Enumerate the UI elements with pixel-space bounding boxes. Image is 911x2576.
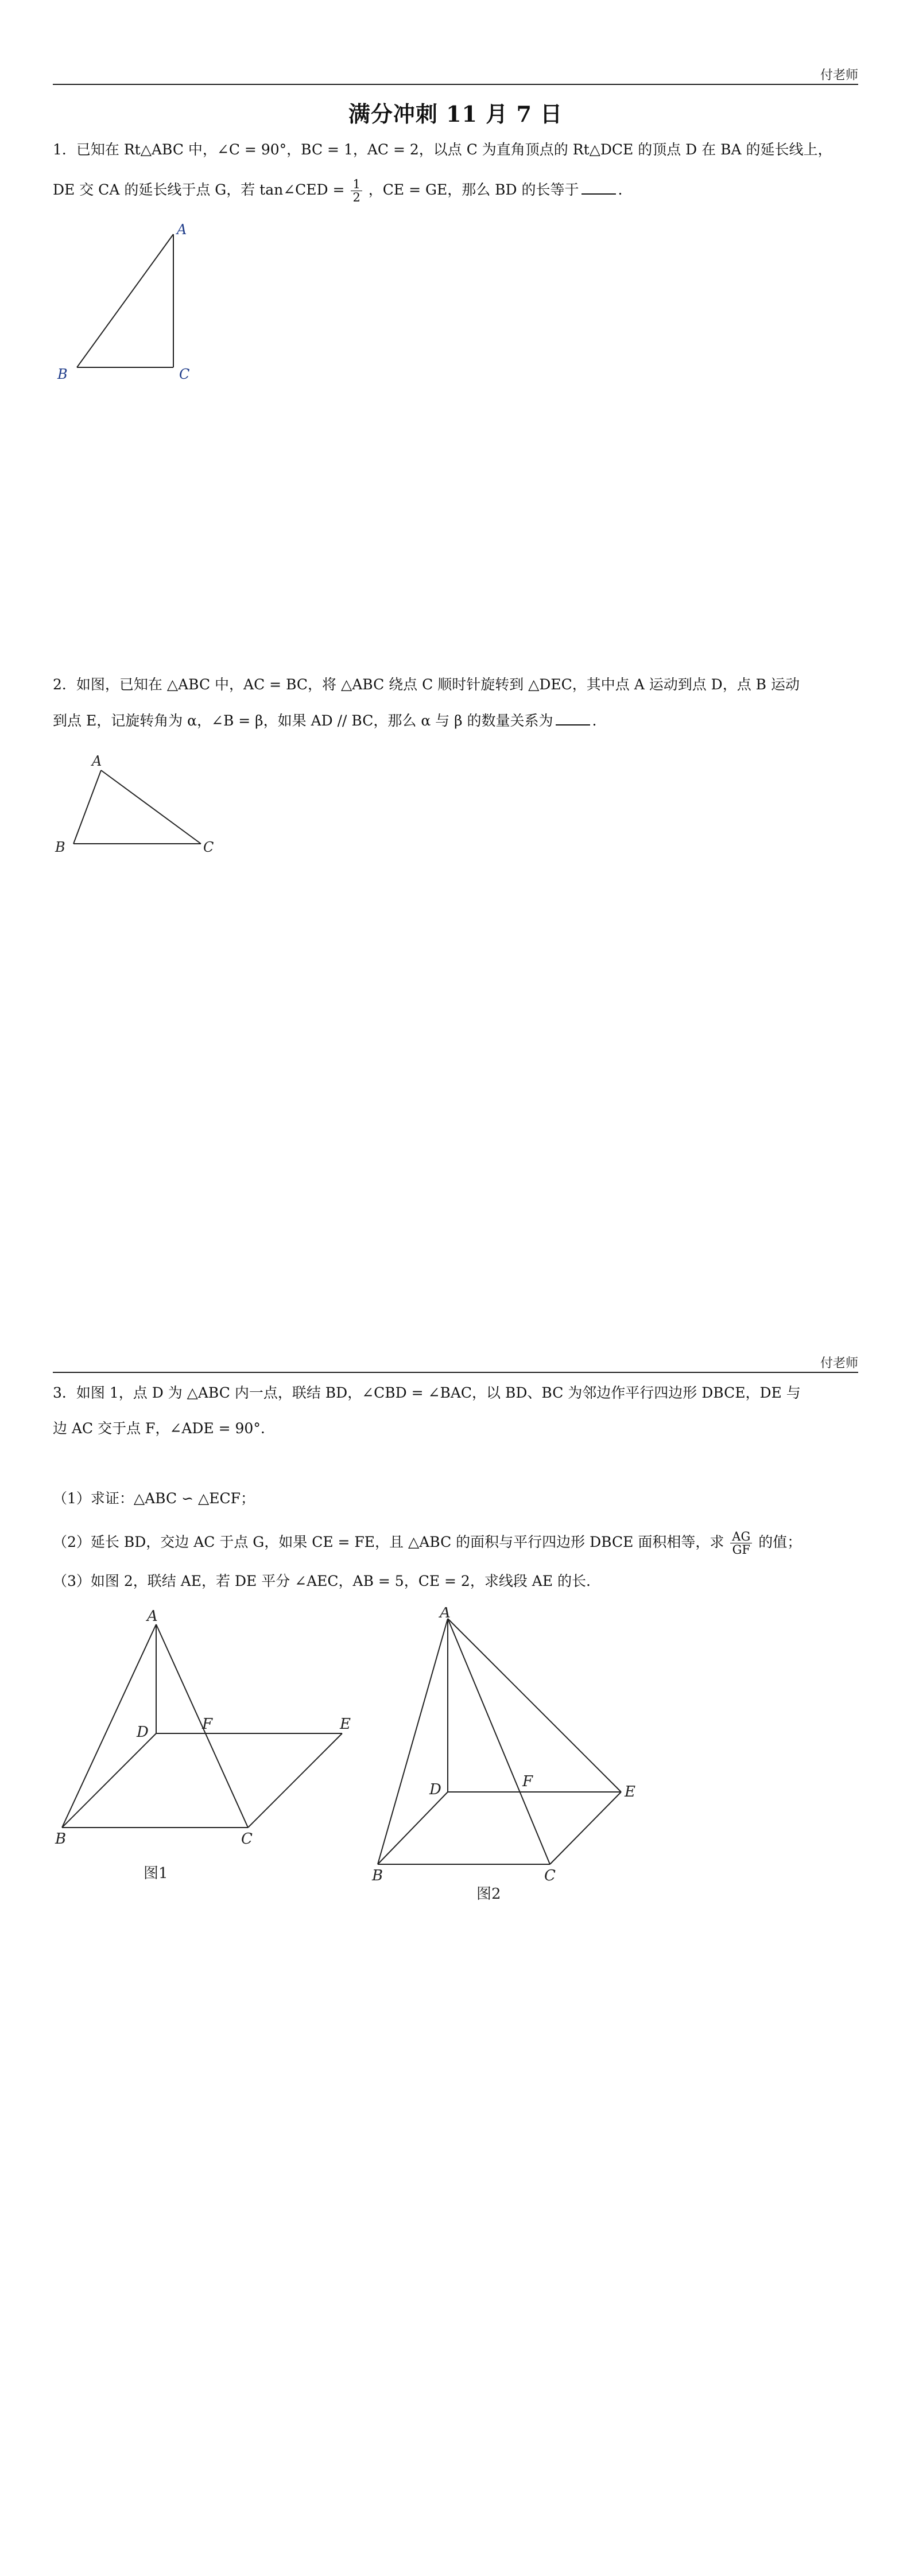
q3f2-caption: 图2 [476,1886,501,1903]
q3f1-label-c: C [241,1830,253,1848]
q3f2-seg-ce [550,1792,621,1864]
q3-part-2-text-b: 的值； [758,1534,802,1550]
q2-number: 2． [53,676,76,693]
q2-answer-blank[interactable] [556,712,590,726]
q3f1-label-f: F [202,1716,213,1733]
q3-line-2 [53,1420,858,1437]
q3f2-label-a: A [440,1607,451,1621]
q2-label-a: A [92,753,102,769]
q3f2-label-b: B [372,1867,383,1884]
q1-label-a: A [177,222,187,238]
q3-line-1 [53,1384,858,1402]
page-title: 满分冲刺 11 月 7 日 [348,101,563,127]
q3f2-label-f: F [522,1773,533,1790]
q2-line-2 [53,712,858,730]
q2-text-2a: 到点 E，记旋转角为 α，∠B = β，如果 AD // BC，那么 α 与 β 的数量关系为 [53,712,553,729]
q3-part-3-text: （3）如图 2，联结 AE，若 DE 平分 ∠AEC，AB = 5，CE = 2，求线段 AE 的长. [53,1573,591,1589]
q1-text-2a: DE 交 CA 的延长线于点 G，若 tan∠CED = [53,181,345,198]
q1-fraction-denominator: 2 [352,191,360,204]
q3f1-caption: 图1 [144,1865,168,1882]
q3f2-label-e: E [625,1783,635,1801]
q3f2-label-c: C [544,1867,556,1884]
q1-text-1: 已知在 Rt△ABC 中，∠C = 90°，BC = 1，AC = 2，以点 C 为直角顶点的 Rt△DCE 的顶点 D 在 BA 的延长线上， [76,141,832,158]
q2-figure [51,746,223,861]
q3f1-seg-bd [62,1733,156,1828]
q3-part-3 [53,1573,858,1590]
q3f1-seg-ce [248,1733,342,1828]
q1-answer-blank[interactable] [582,181,616,195]
q3-part-1 [53,1490,858,1507]
q3-fraction-denominator: GF [732,1543,750,1557]
q2-text-1: 如图，已知在 △ABC 中，AC = BC，将 △ABC 绕点 C 顺时针旋转到 △DEC，其中点 A 运动到点 D，点 B 运动 [76,676,800,693]
q1-fraction [351,178,362,204]
q3-fraction-numerator: AG [730,1530,752,1543]
q1-line-2 [53,178,858,204]
q3f1-label-d: D [137,1724,149,1741]
q3-part-2-text-a: （2）延长 BD，交边 AC 于点 G，如果 CE = FE，且 △ABC 的面积与平行四边形 DBCE 面积相等，求 [53,1534,724,1550]
q2-line-1 [53,676,858,693]
q1-seg-ab [77,234,173,367]
header-author-page-2: 付老师 [820,1356,858,1371]
q2-seg-ca [101,770,201,844]
q3f1-label-e: E [340,1716,351,1733]
q3f2-seg-ae [448,1619,621,1792]
q1-figure [52,218,212,390]
q3-text-2: 边 AC 交于点 F，∠ADE = 90°. [53,1420,265,1437]
header-author: 付老师 [820,68,858,83]
q1-label-b: B [57,366,68,382]
q3-figure-2 [362,1607,660,1917]
header-rule [53,84,858,85]
q2-label-c: C [203,839,214,855]
header-rule-page-2 [53,1372,858,1373]
q1-fraction-numerator: 1 [351,178,362,191]
q2-seg-ab [73,770,101,844]
q1-line-1 [53,141,858,158]
q3f1-label-a: A [147,1608,158,1625]
q1-number: 1． [53,141,76,158]
q3-fraction [730,1530,752,1556]
q3-part-2 [53,1530,858,1556]
q1-text-2b: ，CE = GE，那么 BD 的长等于 [368,181,579,198]
q1-text-2c: . [618,181,623,198]
q2-text-2b: . [592,712,597,729]
q3-text-1: 如图 1，点 D 为 △ABC 内一点，联结 BD，∠CBD = ∠BAC，以 BD、BC 为邻边作平行四边形 DBCE，DE 与 [76,1384,801,1401]
q3f2-seg-ac [448,1619,550,1864]
q3-figure-1 [46,1607,367,1906]
q3-number: 3． [53,1384,76,1401]
q3f2-label-d: D [429,1781,441,1798]
q3-part-1-text: （1）求证：△ABC ∽ △ECF； [53,1490,255,1507]
q2-label-b: B [55,839,65,855]
q3f1-label-b: B [55,1830,67,1848]
q1-label-c: C [179,366,190,382]
